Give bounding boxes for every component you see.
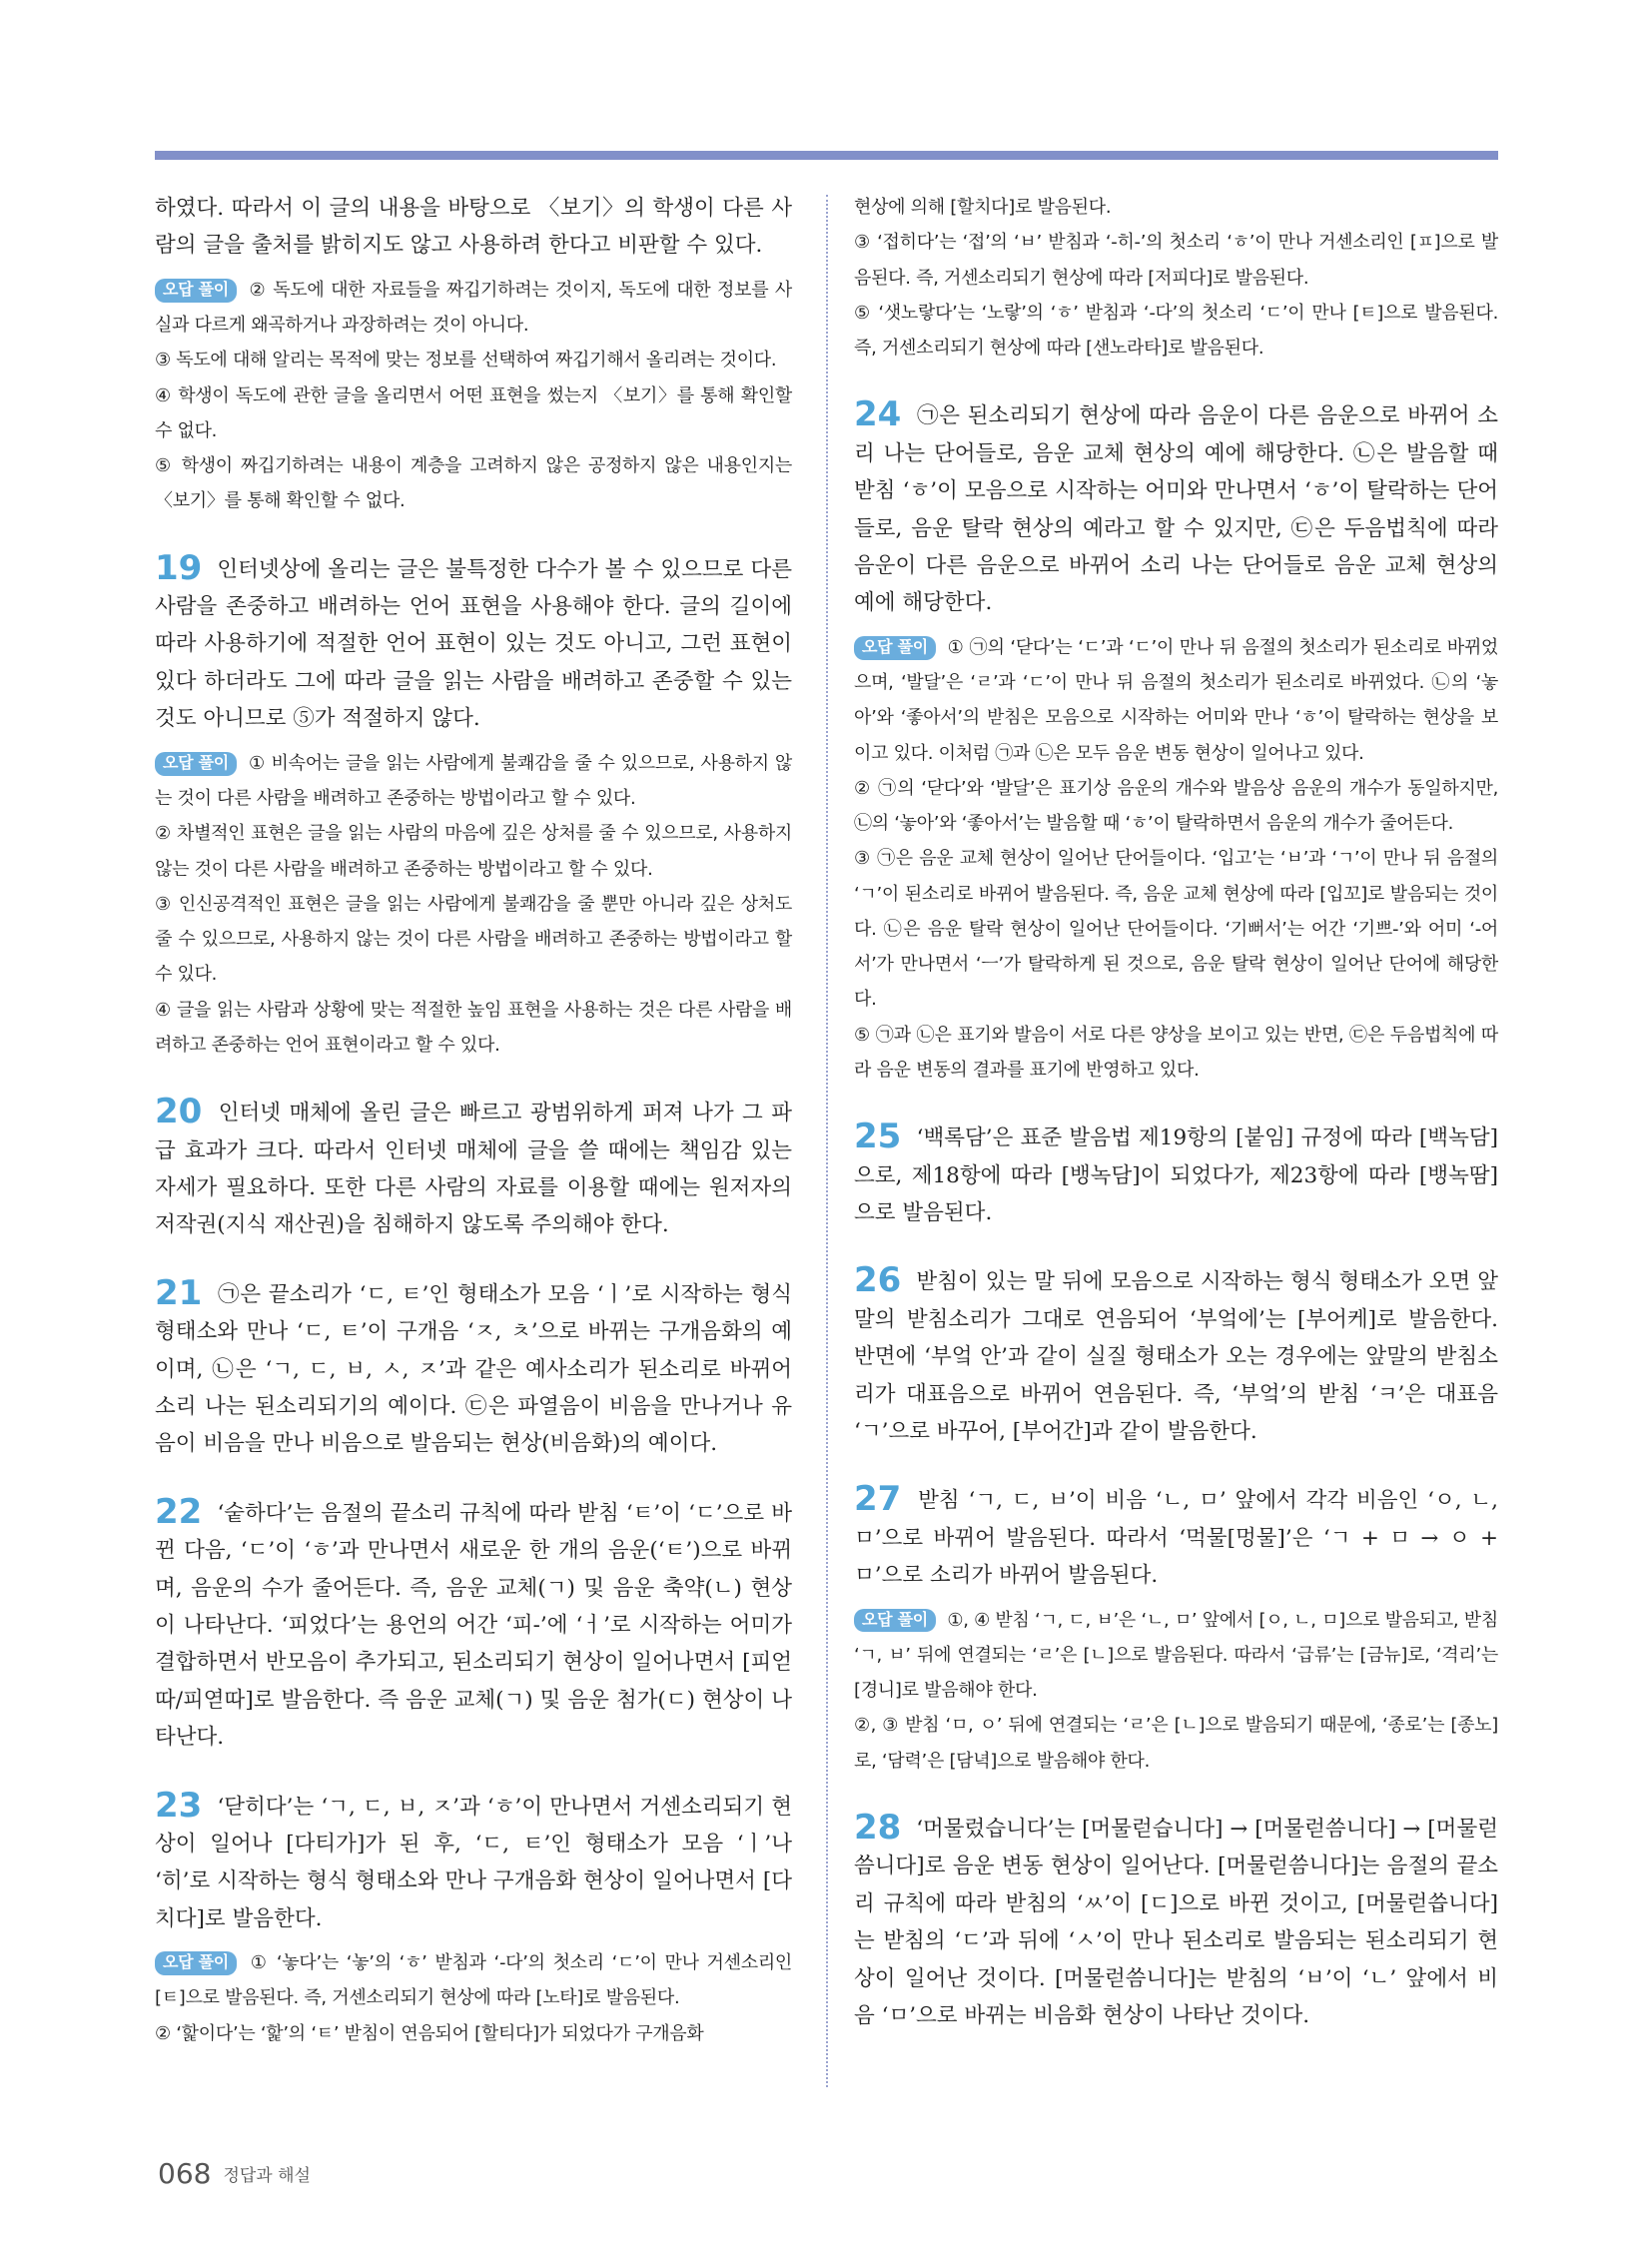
question-number: 28 <box>854 1808 902 1849</box>
answer-27 <box>854 1479 1498 1594</box>
note-paragraph <box>155 448 792 519</box>
footer-label: 정답과 해설 <box>223 2166 311 2186</box>
note-paragraph <box>854 296 1498 367</box>
note-paragraph <box>155 273 792 344</box>
note-text: ① ‘놓다’는 ‘놓’의 ‘ㅎ’ 받침과 ‘-다’의 첫소리 ‘ㄷ’이 만나 거센소리인 [ㅌ]으로 발음된다. 즉, 거센소리되기 현상에 따라 [노타]로 발음된다. <box>155 1952 792 2009</box>
answer-22 <box>155 1491 792 1757</box>
note-text: 현상에 의해 [할치다]로 발음된다. <box>854 197 1112 218</box>
answer-text: 인터넷 매체에 올린 글은 빠르고 광범위하게 퍼져 나가 그 파급 효과가 크다. 따라서 인터넷 매체에 글을 쓸 때에는 책임감 있는 자세가 필요하다. 또한 다른 사람의 자료를 이용할 때에는 원저자의 저작권(지식 재산권)을 침해하지 않도록 주의해야 한다. <box>155 1101 792 1238</box>
answer-text: 인터넷상에 올리는 글은 불특정한 다수가 볼 수 있으므로 다른 사람을 존중하고 배려하는 언어 표현을 사용해야 한다. 글의 길이에 따라 사용하기에 적절한 언어 표현이 있는 것도 아니고, 그런 표현이 있다 하더라도 그에 따라 글을 읽는 사람을 배려하고 존중할 수 있는 것도 아니므로 ⑤가 적절하지 않다. <box>155 556 793 732</box>
note-paragraph <box>155 746 792 817</box>
note-paragraph <box>155 378 792 449</box>
note-paragraph <box>854 190 1498 225</box>
note-badge: 오답 풀이 <box>155 1951 237 1975</box>
answer-21 <box>155 1272 793 1463</box>
answer-23 <box>155 1785 792 1938</box>
note-text: ⑤ ㉠과 ㉡은 표기와 발음이 서로 다른 양상을 보이고 있는 반면, ㉢은 두음법칙에 따라 음운 변동의 결과를 표기에 반영하고 있다. <box>854 1024 1498 1081</box>
note-text: ② 차별적인 표현은 글을 읽는 사람의 마음에 깊은 상처를 줄 수 있으므로, 사용하지 않는 것이 다른 사람을 배려하고 존중하는 방법이라고 할 수 있다. <box>155 823 792 880</box>
answer-text: 받침이 있는 말 뒤에 모음으로 시작하는 형식 형태소가 오면 앞말의 받침소리가 그대로 연음되어 ‘부엌에’는 [부어케]로 발음한다. 반면에 ‘부엌 안’과 같이 실질 형태소가 오는 경우에는 앞말의 받침소리가 대표음으로 바뀌어 연음된다. 즉, ‘부엌’의 받침 ‘ㅋ’은 대표음 ‘ㄱ’으로 바꾸어, [부어간]과 같이 발음한다. <box>854 1269 1498 1445</box>
answer-26 <box>854 1260 1498 1450</box>
answer-25 <box>854 1117 1498 1231</box>
note-text: ③ ㉠은 음운 교체 현상이 일어난 단어들이다. ‘입고’는 ‘ㅂ’과 ‘ㄱ’이 만나 뒤 음절의 ‘ㄱ’이 된소리로 바뀌어 발음된다. 즉, 음운 교체 현상에 따라 [입꼬]로 발음되는 것이다. ㉡은 음운 탈락 현상이 일어난 단어들이다. ‘기뻐서’는 어간 ‘기쁘-’와 어미 ‘-어서’가 만나면서 ‘ㅡ’가 탈락하게 된 것으로, 음운 탈락 현상이 일어난 단어에 해당한다. <box>854 848 1498 1011</box>
right-column <box>854 190 1498 2034</box>
answer-text: ‘백록담’은 표준 발음법 제19항의 [붙임] 규정에 따라 [백녹담]으로, 제18항에 따라 [뱅녹담]이 되었다가, 제23항에 따라 [뱅녹땀]으로 발음된다. <box>854 1125 1498 1226</box>
question-number: 22 <box>155 1491 203 1532</box>
note-badge: 오답 풀이 <box>854 1609 936 1633</box>
answer-text: ‘닫히다’는 ‘ㄱ, ㄷ, ㅂ, ㅈ’과 ‘ㅎ’이 만나면서 거센소리되기 현상이 일어나 [다티가]가 된 후, ‘ㄷ, ㅌ’인 형태소가 모음 ‘ㅣ’나 ‘히’로 시작하는 형식 형태소와 만나 구개음화 현상이 일어나면서 [다치다]로 발음한다. <box>155 1794 792 1931</box>
note-text: ④ 글을 읽는 사람과 상황에 맞는 적절한 높임 표현을 사용하는 것은 다른 사람을 배려하고 존중하는 언어 표현이라고 할 수 있다. <box>155 999 792 1056</box>
note-text: ① ㉠의 ‘닫다’는 ‘ㄷ’과 ‘ㄷ’이 만나 뒤 음절의 첫소리가 된소리로 바뀌었으며, ‘발달’은 ‘ㄹ’과 ‘ㄷ’이 만나 뒤 음절의 첫소리가 된소리로 바뀌었다. ㉡의 ‘놓아’와 ‘좋아서’의 받침은 모음으로 시작하는 어미와 만나 ‘ㅎ’이 탈락하는 현상을 보이고 있다. 이처럼 ㉠과 ㉡은 모두 음운 변동 현상이 일어나고 있다. <box>854 636 1499 764</box>
note-text: ②, ③ 받침 ‘ㅁ, ㅇ’ 뒤에 연결되는 ‘ㄹ’은 [ㄴ]으로 발음되기 때문에, ‘종로’는 [종노]로, ‘담력’은 [담녁]으로 발음해야 한다. <box>854 1715 1498 1772</box>
paragraph <box>155 190 792 265</box>
note-text: ① 비속어는 글을 읽는 사람에게 불쾌감을 줄 수 있으므로, 사용하지 않는 것이 다른 사람을 배려하고 존중하는 방법이라고 할 수 있다. <box>155 752 792 809</box>
note-paragraph <box>854 225 1498 296</box>
note-paragraph <box>854 771 1498 842</box>
note-paragraph <box>155 2016 792 2051</box>
note-paragraph <box>854 630 1498 771</box>
note-text: ③ 인신공격적인 표현은 글을 읽는 사람에게 불쾌감을 줄 뿐만 아니라 깊은 상처도 줄 수 있으므로, 사용하지 않는 것이 다른 사람을 배려하고 존중하는 방법이라고 할 수 있다. <box>155 893 792 986</box>
note-text: ⑤ 학생이 짜깁기하려는 내용이 계층을 고려하지 않은 공정하지 않은 내용인지는 〈보기〉를 통해 확인할 수 없다. <box>155 455 792 512</box>
note-paragraph <box>155 1945 792 2016</box>
page-footer <box>158 2157 311 2190</box>
answer-19 <box>155 547 793 738</box>
question-number: 24 <box>854 394 902 435</box>
note-text: ② 독도에 대한 자료들을 짜깁기하려는 것이지, 독도에 대한 정보를 사실과 다르게 왜곡하거나 과장하려는 것이 아니다. <box>155 279 792 337</box>
note-text: ② ㉠의 ‘닫다’와 ‘발달’은 표기상 음운의 개수와 발음상 음운의 개수가 동일하지만, ㉡의 ‘놓아’와 ‘좋아서’는 발음할 때 ‘ㅎ’이 탈락하면서 음운의 개수가 줄어든다. <box>854 777 1498 835</box>
answer-28 <box>854 1808 1498 2034</box>
question-number: 23 <box>155 1785 203 1826</box>
note-badge: 오답 풀이 <box>854 636 936 660</box>
question-number: 21 <box>155 1272 203 1313</box>
question-number: 25 <box>854 1117 902 1157</box>
header-rule <box>155 151 1498 160</box>
note-text: ④ 학생이 독도에 관한 글을 올리면서 어떤 표현을 썼는지 〈보기〉를 통해 확인할 수 없다. <box>155 384 792 441</box>
note-paragraph <box>155 816 792 887</box>
question-number: 27 <box>854 1479 902 1520</box>
answer-text: ㉠은 끝소리가 ‘ㄷ, ㅌ’인 형태소가 모음 ‘ㅣ’로 시작하는 형식 형태소와 만나 ‘ㄷ, ㅌ’이 구개음 ‘ㅈ, ㅊ’으로 바뀌는 구개음화의 예이며, ㉡은 ‘ㄱ, ㄷ, ㅂ, ㅅ, ㅈ’과 같은 예사소리가 된소리로 바뀌어 소리 나는 된소리되기의 예이다. ㉢은 파열음이 비음을 만나거나 유음이 비음을 만나 비음으로 발음되는 현상(비음화)의 예이다. <box>155 1281 793 1457</box>
note-paragraph <box>155 887 792 993</box>
answer-24 <box>854 394 1498 621</box>
note-paragraph <box>854 1603 1498 1709</box>
answer-text: 받침 ‘ㄱ, ㄷ, ㅂ’이 비음 ‘ㄴ, ㅁ’ 앞에서 각각 비음인 ‘ㅇ, ㄴ, ㅁ’으로 바뀌어 발음된다. 따라서 ‘먹물[멍물]’은 ‘ㄱ + ㅁ → ㅇ + ㅁ’으로 소리가 바뀌어 발음된다. <box>854 1488 1498 1589</box>
question-number: 20 <box>155 1092 203 1132</box>
note-paragraph <box>854 1018 1498 1089</box>
answer-20 <box>155 1092 792 1244</box>
column-divider <box>826 195 828 2087</box>
note-paragraph <box>155 343 792 377</box>
page-number: 068 <box>158 2157 212 2190</box>
note-text: ①, ④ 받침 ‘ㄱ, ㄷ, ㅂ’은 ‘ㄴ, ㅁ’ 앞에서 [ㅇ, ㄴ, ㅁ]으로 발음되고, 받침 ‘ㄱ, ㅂ’ 뒤에 연결되는 ‘ㄹ’은 [ㄴ]으로 발음된다. 따라서 ‘급류’는 [금뉴]로, ‘격리’는 [경니]로 발음해야 한다. <box>854 1609 1498 1702</box>
note-text: ② ‘핥이다’는 ‘핥’의 ‘ㅌ’ 받침이 연음되어 [할티다]가 되었다가 구개음화 <box>155 2022 704 2044</box>
answer-text: ‘머물렀습니다’는 [머물럳습니다] → [머물럳씀니다] → [머물럳씀니다]로 음운 변동 현상이 일어난다. [머물럳씀니다]는 음절의 끝소리 규칙에 따라 받침의 ‘ㅆ’이 [ㄷ]으로 바뀐 것이고, [머물럳씁니다]는 받침의 ‘ㄷ’과 뒤에 ‘ㅅ’이 만나 된소리로 발음되는 된소리되기 현상이 일어난 것이다. [머물럳씀니다]는 받침의 ‘ㅂ’이 ‘ㄴ’ 앞에서 비음 ‘ㅁ’으로 바뀌는 비음화 현상이 나타난 것이다. <box>854 1817 1498 2029</box>
paragraph-text: 하였다. 따라서 이 글의 내용을 바탕으로 〈보기〉의 학생이 다른 사람의 글을 출처를 밝히지도 않고 사용하려 한다고 비판할 수 있다. <box>155 196 792 259</box>
note-paragraph <box>854 841 1498 1017</box>
left-column <box>155 190 792 2051</box>
note-paragraph <box>854 1708 1498 1779</box>
note-text: ③ 독도에 대해 알리는 목적에 맞는 정보를 선택하여 짜깁기해서 올리려는 것이다. <box>155 350 777 372</box>
note-badge: 오답 풀이 <box>155 279 237 303</box>
answer-text: ㉠은 된소리되기 현상에 따라 음운이 다른 음운으로 바뀌어 소리 나는 단어들로, 음운 교체 현상의 예에 해당한다. ㉡은 발음할 때 받침 ‘ㅎ’이 모음으로 시작하는 어미와 만나면서 ‘ㅎ’이 탈락하는 단어들로, 음운 탈락 현상의 예라고 할 수 있지만, ㉢은 두음법칙에 따라 음운이 다른 음운으로 바뀌어 소리 나는 단어들로 음운 교체 현상의 예에 해당한다. <box>854 403 1498 616</box>
note-text: ③ ‘접히다’는 ‘접’의 ‘ㅂ’ 받침과 ‘-히-’의 첫소리 ‘ㅎ’이 만나 거센소리인 [ㅍ]으로 발음된다. 즉, 거센소리되기 현상에 따라 [저피다]로 발음된다. <box>854 232 1498 289</box>
question-number: 19 <box>155 547 203 588</box>
note-text: ⑤ ‘샛노랗다’는 ‘노랗’의 ‘ㅎ’ 받침과 ‘-다’의 첫소리 ‘ㄷ’이 만나 [ㅌ]으로 발음된다. 즉, 거센소리되기 현상에 따라 [샌노라타]로 발음된다. <box>854 302 1498 360</box>
answer-text: ‘숱하다’는 음절의 끝소리 규칙에 따라 받침 ‘ㅌ’이 ‘ㄷ’으로 바뀐 다음, ‘ㄷ’이 ‘ㅎ’과 만나면서 새로운 한 개의 음운(‘ㅌ’)으로 바뀌며, 음운의 수가 줄어든다. 즉, 음운 교체(ㄱ) 및 음운 축약(ㄴ) 현상이 나타난다. ‘피었다’는 용언의 어간 ‘피-’에 ‘ㅓ’로 시작하는 어미가 결합하면서 반모음이 추가되고, 된소리되기 현상이 일어나면서 [피얻따/피엳따]로 발음한다. 즉 음운 교체(ㄱ) 및 음운 첨가(ㄷ) 현상이 나타난다. <box>155 1500 792 1751</box>
question-number: 26 <box>854 1260 902 1301</box>
note-badge: 오답 풀이 <box>155 752 237 776</box>
note-paragraph <box>155 993 792 1064</box>
